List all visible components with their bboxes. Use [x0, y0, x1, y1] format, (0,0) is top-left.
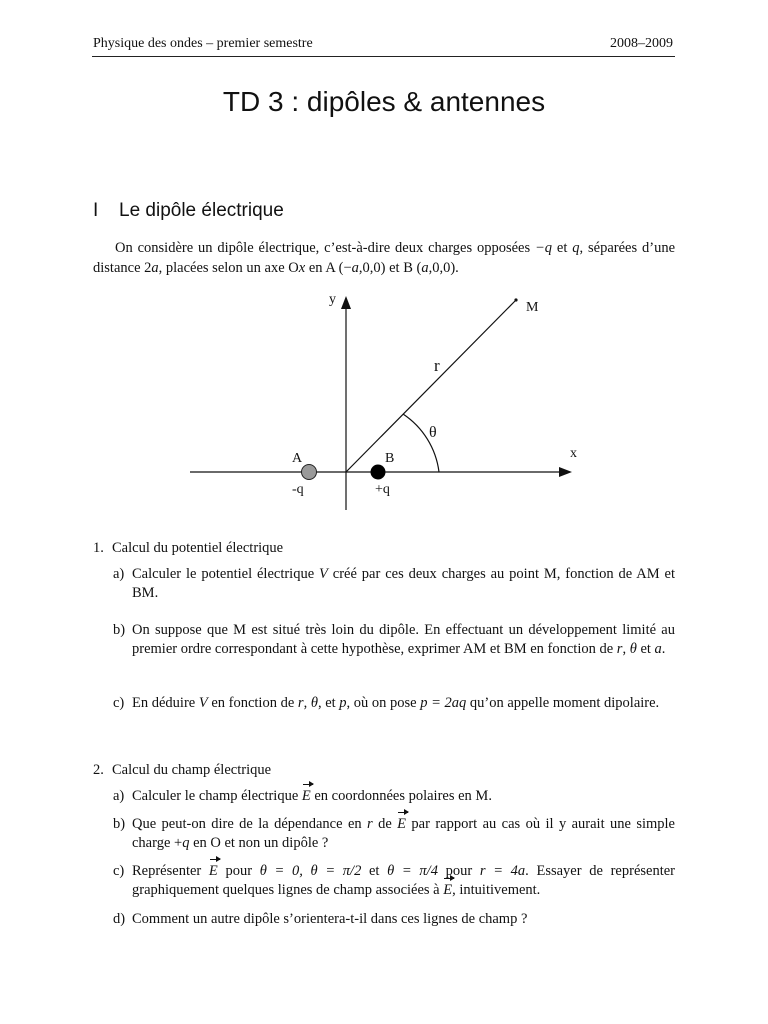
question-2b: b) Que peut-on dire de la dépendance en r de E par rapport au cas où il y aurait une simple charge +q en O et non un dipôle ?: [113, 816, 675, 851]
header-year: 2008–2009: [610, 36, 673, 51]
question-2a: a) Calculer le champ électrique E en coordonnées polaires en M.: [113, 788, 492, 804]
x-axis-label: x: [570, 446, 577, 461]
m-label: M: [526, 300, 539, 315]
theta-label: θ: [429, 424, 437, 441]
section-heading: [93, 200, 284, 222]
question-1-heading: 1. Calcul du potentiel électrique: [93, 540, 284, 556]
section-number: I: [93, 200, 99, 221]
question-2-heading: 2. Calcul du champ électrique: [93, 762, 272, 778]
y-axis-arrowhead: [341, 296, 351, 309]
a-label: A: [292, 451, 303, 466]
a-charge-label: -q: [292, 482, 304, 497]
b-charge-label: +q: [375, 482, 390, 497]
y-axis-label: y: [329, 292, 336, 307]
question-1a: a) Calculer le potentiel électrique V créé par ces deux charges au point M, fonction de AM et BM.: [113, 566, 675, 601]
r-label: r: [434, 356, 440, 375]
dipole-diagram: [180, 288, 600, 518]
x-axis-arrowhead: [559, 467, 572, 477]
section-title: Le dipôle électrique: [119, 200, 284, 221]
charge-b: [371, 465, 386, 480]
header-course: Physique des ondes – premier semestre: [93, 36, 313, 51]
question-2c: c) Représenter E pour θ = 0, θ = π/2 et θ = π/4 pour r = 4a. Essayer de représenter graphiquement quelques lignes de champ associées à E, intuitivement.: [113, 863, 675, 898]
question-1b: b) On suppose que M est situé très loin du dipôle. En effectuant un développement limité au premier ordre correspondant à cette hypothèse, exprimer AM et BM en fonction de r, θ et a.: [113, 622, 675, 657]
point-m: [514, 298, 517, 301]
question-1c: c) En déduire V en fonction de r, θ, et p, où on pose p = 2aq qu’on appelle moment dipolaire.: [113, 695, 660, 711]
header-divider: [92, 56, 675, 57]
b-label: B: [385, 451, 395, 466]
intro-paragraph: On considère un dipôle électrique, c’est-à-dire deux charges opposées −q et q, séparées d’une distance 2a, placées selon un axe Ox en A (−a,0,0) et B (a,0,0).: [93, 240, 676, 276]
page-title: TD 3 : dipôles & antennes: [222, 86, 546, 117]
charge-a: [302, 465, 317, 480]
theta-arc: [403, 414, 439, 472]
question-2d: d) Comment un autre dipôle s’orientera-t-il dans ces lignes de champ ?: [113, 911, 528, 927]
dipole-figure: [180, 288, 600, 518]
